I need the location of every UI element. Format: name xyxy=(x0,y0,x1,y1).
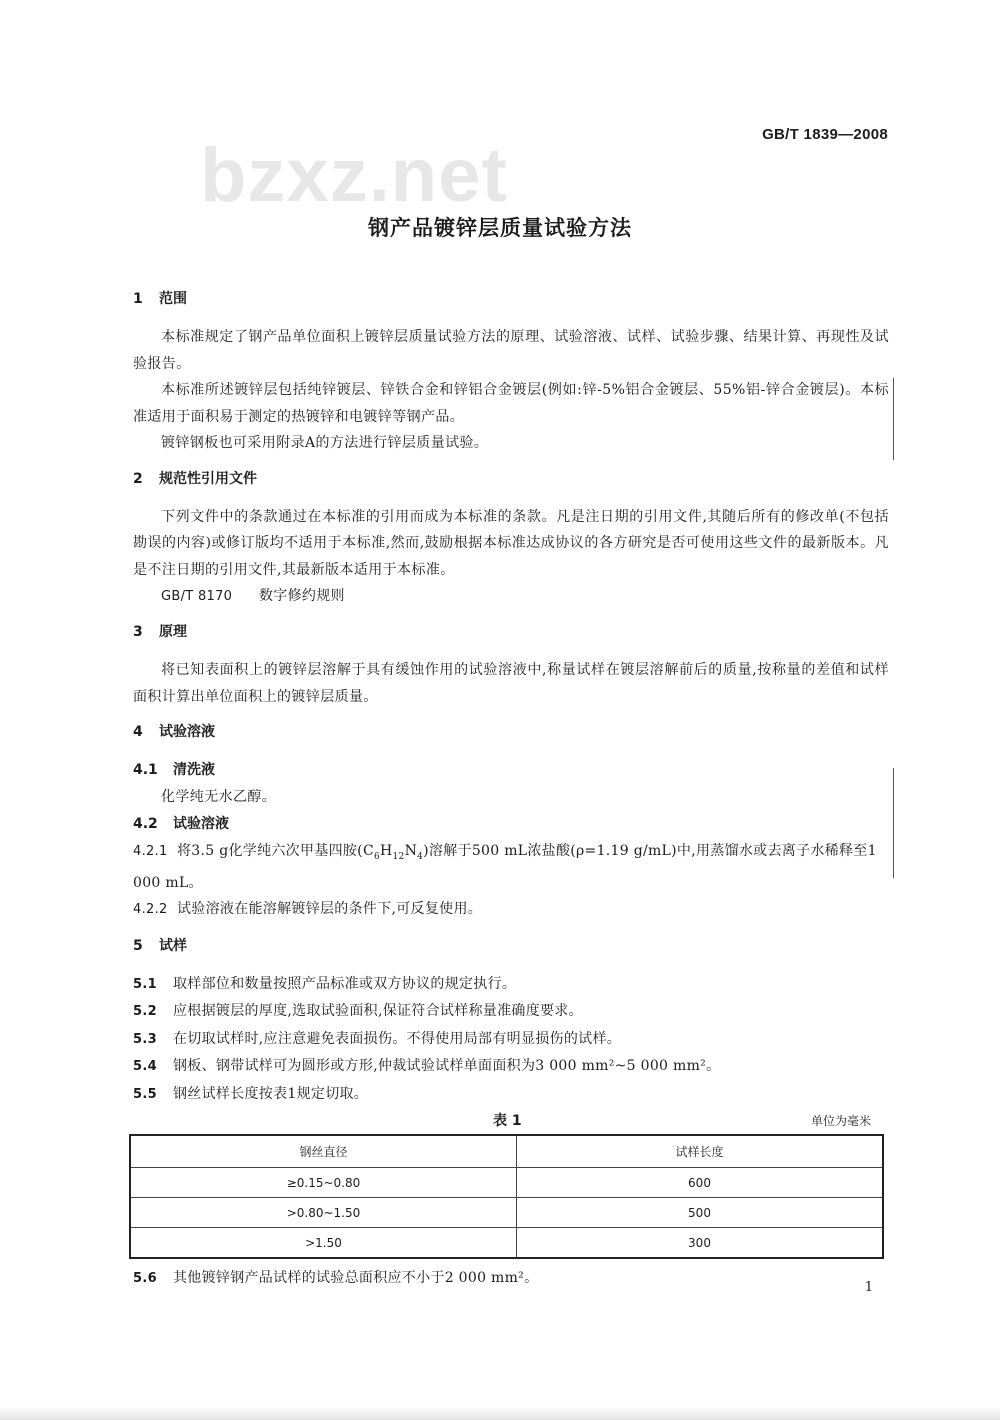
table-row xyxy=(130,1198,883,1228)
standard-number: GB/T 1839—2008 xyxy=(762,126,888,143)
clause-5-1: 5.1 取样部位和数量按照产品标准或双方协议的规定执行。 xyxy=(133,975,517,992)
table-cell: 600 xyxy=(517,1168,884,1198)
section-heading-4: 4 试验溶液 xyxy=(133,724,215,740)
paragraph: 本标准规定了钢产品单位面积上镀锌层质量试验方法的原理、试验溶液、试样、试验步骤、结果计算、再现性及试验报告。 xyxy=(133,329,889,372)
wire-length-table xyxy=(129,1134,884,1259)
paragraph: 本标准所述镀锌层包括纯锌镀层、锌铁合金和锌铝合金镀层(例如:锌-5%铝合金镀层、55%铝-锌合金镀层)。本标准适用于面积易于测定的热镀锌和电镀锌等钢产品。 xyxy=(133,382,889,425)
clause-4-2-2: 4.2.2 试验溶液在能溶解镀锌层的条件下,可反复使用。 xyxy=(133,901,483,918)
table-cell: 500 xyxy=(517,1198,884,1228)
clause-5-6: 5.6 其他镀锌钢产品试样的试验总面积应不小于2 000 mm²。 xyxy=(133,1270,539,1287)
table-cell: >0.80~1.50 xyxy=(130,1198,517,1228)
subsection-heading-4-2: 4.2 试验溶液 xyxy=(133,815,229,832)
table-cell: >1.50 xyxy=(130,1228,517,1259)
subsection-heading-4-1: 4.1 清洗液 xyxy=(133,762,215,778)
table-header-row xyxy=(130,1135,883,1168)
table-title: 表 1 xyxy=(493,1113,522,1130)
paragraph: 下列文件中的条款通过在本标准的引用而成为本标准的条款。凡是注日期的引用文件,其随后所有的修改单(不包括勘误的内容)或修订版均不适用于本标准,然而,鼓励根据本标准达成协议的各方研究是否可使用这些文件的最新版本。凡是不注日期的引用文件,其最新版本适用于本标准。 xyxy=(133,508,889,578)
clause-5-3: 5.3 在切取试样时,应注意避免表面损伤。不得使用局部有明显损伤的试样。 xyxy=(133,1030,622,1047)
paragraph: 将已知表面积上的镀锌层溶解于具有缓蚀作用的试验溶液中,称量试样在镀层溶解前后的质量,按称量的差值和试样面积计算出单位面积上的镀锌层质量。 xyxy=(133,662,889,705)
table-cell: ≥0.15~0.80 xyxy=(130,1168,517,1198)
clause-5-4: 5.4 钢板、钢带试样可为圆形或方形,仲裁试验试样单面面积为3 000 mm²~5 000 mm²。 xyxy=(133,1058,721,1075)
page-number: 1 xyxy=(864,1280,873,1295)
clause-5-2: 5.2 应根据镀层的厚度,选取试验面积,保证符合试样称量准确度要求。 xyxy=(133,1003,583,1020)
column-header: 试样长度 xyxy=(517,1135,884,1168)
normative-reference: GB/T 8170 数字修约规则 xyxy=(161,588,345,604)
column-header: 钢丝直径 xyxy=(130,1135,517,1168)
change-bar xyxy=(893,378,894,460)
change-bar xyxy=(893,768,894,878)
clause-5-5: 5.5 钢丝试样长度按表1规定切取。 xyxy=(133,1085,369,1102)
page-edge-shadow xyxy=(0,1406,1000,1420)
section-heading-1: 1 范围 xyxy=(133,291,187,307)
section-heading-3: 3 原理 xyxy=(133,624,187,640)
section-heading-5: 5 试样 xyxy=(133,937,187,954)
paragraph: 镀锌钢板也可采用附录A的方法进行锌层质量试验。 xyxy=(161,435,489,451)
table-cell: 300 xyxy=(517,1228,884,1259)
paragraph: 化学纯无水乙醇。 xyxy=(161,789,277,805)
watermark: bzxz.net xyxy=(200,133,508,218)
clause-4-2-1: 4.2.1 将3.5 g化学纯六次甲基四胺$(C_6H_{12}N_4)$溶解于500 mL浓盐酸(ρ=1.19 g/mL)中,用蒸馏水或去离子水稀释至1 000 mL。 xyxy=(133,842,877,891)
document-body xyxy=(133,286,889,1293)
table-unit: 单位为毫米 xyxy=(810,1114,871,1129)
table-row xyxy=(130,1168,883,1198)
document-title: 钢产品镀锌层质量试验方法 xyxy=(368,216,632,240)
table-caption xyxy=(133,1108,889,1134)
section-heading-2: 2 规范性引用文件 xyxy=(133,470,257,487)
table-row xyxy=(130,1228,883,1259)
